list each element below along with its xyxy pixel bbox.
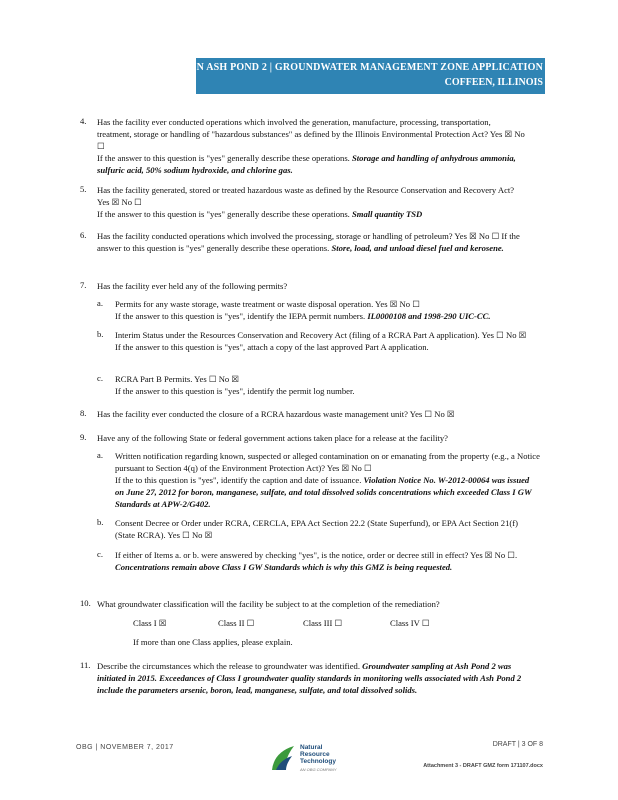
subitem-letter: a. [97,298,103,308]
item-answer: Small quantity TSD [351,209,423,219]
header-title: COFFEEN ASH POND 2 | GROUNDWATER MANAGEMENT ZONE APPLICATION [154,62,543,73]
class-option-1: Class I ☒ [133,618,167,628]
class-option-2: Class II ☐ [218,618,255,628]
logo-subtitle: AN OBG COMPANY [300,767,337,772]
subitem-text: Written notification regarding known, suspected or alleged contamination on or emanating from the property (e.g., a Notice pursuant to Section 4(q) of the Environment Protection Act)? Yes ☒ No ☐ [115,451,540,473]
item-text: Has the facility ever held any of the following permits? [97,281,288,291]
item-11 [97,660,542,696]
item-number: 6. [80,230,87,240]
item-text: Have any of the following State or federal government actions taken place for a release at the facility? [97,433,448,443]
class-option-4: Class IV ☐ [390,618,430,628]
subitem-7b [115,329,540,353]
subitem-letter: c. [97,549,103,559]
item-text: Has the facility ever conducted the closure of a RCRA hazardous waste management unit? Yes ☐ No ☒ [97,409,455,419]
item-text: Describe the circumstances which the release to groundwater was identified. [97,661,360,671]
subitem-letter: b. [97,329,104,339]
subitem-7a [115,298,545,322]
item-number: 11. [80,660,91,670]
subitem-note: If the answer to this question is "yes", identify the permit log number. [115,386,355,396]
subitem-9a [115,450,540,510]
class-note: If more than one Class applies, please explain. [133,637,293,647]
logo-text: Natural Resource Technology [300,744,336,765]
class-option-3: Class III ☐ [303,618,343,628]
company-logo [270,742,350,776]
item-number: 4. [80,116,87,126]
item-number: 7. [80,280,87,290]
subitem-letter: a. [97,450,103,460]
subitem-text: Permits for any waste storage, waste treatment or waste disposal operation. Yes ☒ No ☐ [115,299,420,309]
subitem-text: Interim Status under the Resources Conservation and Recovery Act (filing of a RCRA Part A application). Yes ☐ No ☒ [115,330,527,340]
leaf-logo-icon [270,742,296,772]
subitem-letter: b. [97,517,104,527]
subitem-text: If either of Items a. or b. were answered by checking "yes", is the notice, order or decree still in effect? Yes ☒ No ☐. [115,550,518,560]
subitem-letter: c. [97,373,103,383]
item-text: Has the facility conducted operations which involved the processing, storage or handling of petroleum? Yes ☒ No ☐ If the answer to this question is "yes" generally describe these operations. [97,231,520,253]
attachment-name: Attachment 3 - DRAFT GMZ form 171107.docx [423,763,543,769]
item-text: Has the facility ever conducted operations which involved the generation, manufacture, processing, transportation, treatment, storage or handling of "hazardous substances" as defined by the Illinois Environmental Protection Act? Yes ☒ No ☐ [97,117,525,151]
header-banner [154,58,545,94]
item-answer: Groundwater sampling at Ash Pond 2 was initiated in 2015. Exceedances of Class I groundwater quality standards in monitoring wells associated with Ash Pond 2 include the parameters arsenic, boron, lead, manganese, sulfate, and total dissolved solids. [97,661,522,695]
item-note: If the answer to this question is "yes" generally describe these operations. [97,153,350,163]
page-number: DRAFT | 3 OF 8 [492,741,543,748]
subitem-text: RCRA Part B Permits. Yes ☐ No ☒ [115,374,240,384]
item-6 [97,230,537,254]
item-4 [97,116,527,176]
subitem-9b: Consent Decree or Order under RCRA, CERCLA, EPA Act Section 22.2 (State Superfund), or EPA Act Section 21(f) (State RCRA). Yes ☐ No ☒ [115,518,518,540]
item-number: 8. [80,408,87,418]
subitem-answer: Violation Notice No. W-2012-00064 was issued on June 27, 2012 for boron, manganese, sulfate, and total dissolved solids concentrations which exceeded Class I GW Standards at APW-2/G402. [115,475,532,509]
subitem-note: If the answer to this question is "yes", attach a copy of the last approved Part A application. [115,342,429,352]
item-text: What groundwater classification will the facility be subject to at the completion of the remediation? [97,599,440,609]
item-5 [97,184,527,220]
item-number: 10. [80,598,91,608]
header-location: COFFEEN, ILLINOIS [444,77,543,88]
subitem-note: If the answer to this question is "yes", identify the IEPA permit numbers. [115,311,366,321]
subitem-note: If the to this question is "yes", identify the caption and date of issuance. [115,475,362,485]
item-number: 9. [80,432,87,442]
footer-date: OBG | NOVEMBER 7, 2017 [76,744,174,751]
subitem-7c [115,373,540,397]
item-answer: Store, load, and unload diesel fuel and kerosene. [331,243,504,253]
subitem-answer: IL0000108 and 1998-290 UIC-CC. [367,311,491,321]
item-text: Has the facility generated, stored or treated hazardous waste as defined by the Resource Conservation and Recovery Act? Yes ☒ No ☐ [97,185,515,207]
item-answer: Storage and handling of anhydrous ammonia, sulfuric acid, 50% sodium hydroxide, and chlorine gas. [97,153,516,175]
item-number: 5. [80,184,87,194]
subitem-9c [115,549,540,573]
item-note: If the answer to this question is "yes" generally describe these operations. [97,209,350,219]
subitem-answer: Concentrations remain above Class I GW Standards which is why this GMZ is being requested. [115,562,453,572]
